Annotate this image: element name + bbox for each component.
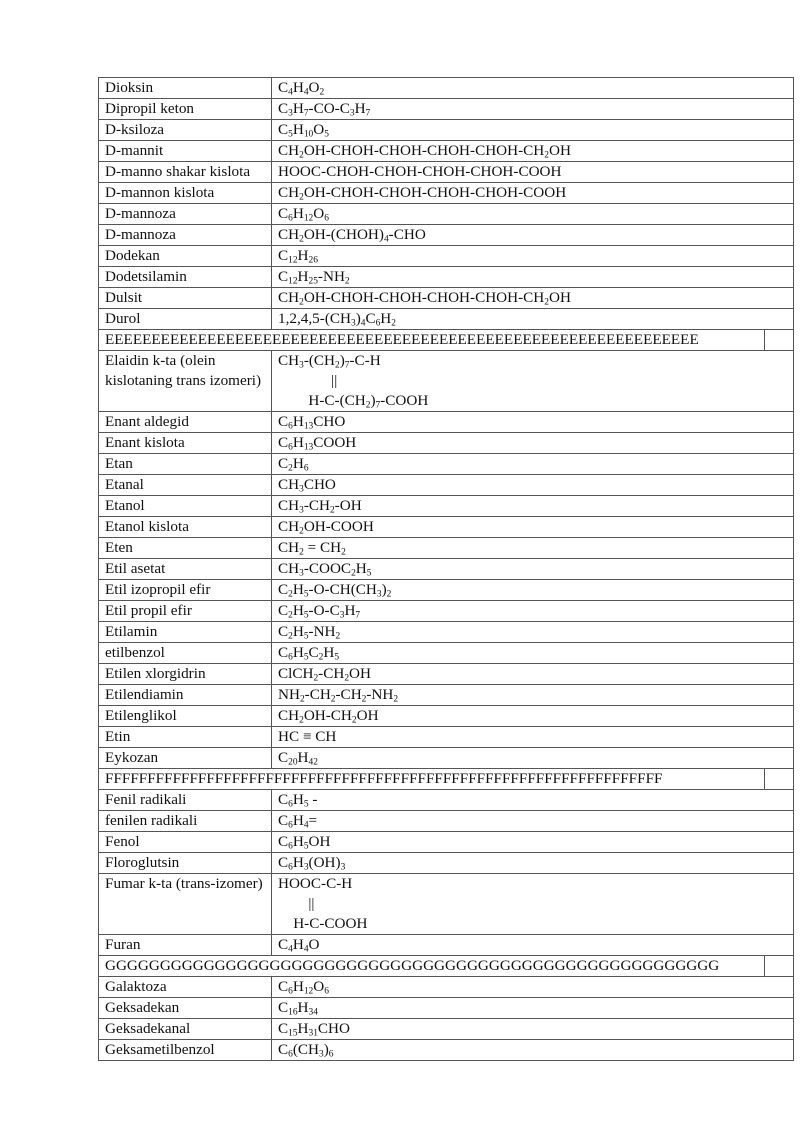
compound-name: Enant aldegid	[99, 412, 272, 432]
table-row	[98, 287, 794, 308]
table-row	[98, 789, 794, 810]
compound-formula: $C_{12}H_{26}$	[278, 247, 318, 266]
table-row	[98, 1018, 794, 1039]
compound-name: D-mannoza	[99, 225, 272, 245]
compound-formula: $C_2H_6$	[278, 455, 309, 474]
compound-formula: $C_6(CH_3)_6$	[278, 1041, 334, 1060]
table-row	[98, 495, 794, 516]
compound-name: Elaidin k-ta (olein kislotaning trans izomeri)	[99, 351, 272, 411]
compound-formula: $CH_3-CH_2-OH$	[278, 497, 362, 516]
compound-name: Dulsit	[99, 288, 272, 308]
table-row	[98, 934, 794, 955]
compound-name: etilbenzol	[99, 643, 272, 663]
compound-name: Etil asetat	[99, 559, 272, 579]
compound-name: Etilenglikol	[99, 706, 272, 726]
compound-name: Enant kislota	[99, 433, 272, 453]
compound-formula: $CH_2OH-CHOH-CHOH-CHOH-CHOH$-COOH	[278, 184, 567, 203]
compound-name: Fenil radikali	[99, 790, 272, 810]
table-row	[98, 621, 794, 642]
compound-formula: $CH_2OH-CHOH-CHOH-CHOH-CHOH-CH_2OH$	[278, 142, 571, 161]
compound-formula: $C_4H_4O$	[278, 936, 320, 955]
table-row	[98, 224, 794, 245]
table-row	[98, 726, 794, 747]
compound-formula: $1,2,4,5-(CH_3)_4C_6H_2$	[278, 310, 396, 329]
compound-formula: $C_{20}H_{42}$	[278, 749, 318, 768]
section-letters: FFFFFFFFFFFFFFFFFFFFFFFFFFFFFFFFFFFFFFFFFFFFFFFFFFFFFFFFFFFFFFFFFF	[105, 770, 663, 787]
table-row	[98, 558, 794, 579]
compound-formula: $C_2H_5-O-CH(CH_3)_2$	[278, 581, 392, 600]
compound-name: Etil izopropil efir	[99, 580, 272, 600]
table-row	[98, 411, 794, 432]
compound-name: D-mannon kislota	[99, 183, 272, 203]
compound-formula: $CH_3-(CH_2)_7-C-H$ || $H-C-(CH_2)_7$-COOH	[278, 352, 429, 411]
compound-name: Geksametilbenzol	[99, 1040, 272, 1060]
table-row	[98, 976, 794, 997]
compound-name: Etin	[99, 727, 272, 747]
compound-formula: $CH_2OH-CH_2OH$	[278, 707, 379, 726]
table-row	[98, 516, 794, 537]
table-row	[98, 245, 794, 266]
section-cell-end	[764, 330, 793, 350]
compound-name: Dodekan	[99, 246, 272, 266]
compound-formula: $C_4H_4O_2$	[278, 79, 325, 98]
compound-formula: $C_{12}H_{25}-NH_2$	[278, 268, 350, 287]
table-row	[98, 1039, 794, 1061]
compound-name: D-ksiloza	[99, 120, 272, 140]
compound-formula: $C_6H_{13}COOH$	[278, 434, 357, 453]
compound-formula: $C_{15}H_{31}CHO$	[278, 1020, 350, 1039]
section-letters: EEEEEEEEEEEEEEEEEEEEEEEEEEEEEEEEEEEEEEEEEEEEEEEEEEEEEEEEEEEEEEEE	[105, 331, 699, 348]
table-row	[98, 684, 794, 705]
compound-name: Etanal	[99, 475, 272, 495]
compound-table	[98, 77, 794, 1061]
compound-name: Etanol kislota	[99, 517, 272, 537]
table-row	[98, 140, 794, 161]
table-row	[98, 98, 794, 119]
table-row	[98, 642, 794, 663]
compound-formula: HOOC-C-H || H-C-COOH	[278, 875, 368, 932]
table-row	[98, 350, 794, 411]
compound-name: Geksadekanal	[99, 1019, 272, 1039]
compound-name: Dipropil keton	[99, 99, 272, 119]
table-row	[98, 119, 794, 140]
compound-name: Floroglutsin	[99, 853, 272, 873]
compound-name: Etanol	[99, 496, 272, 516]
section-header-row	[98, 955, 794, 976]
table-row	[98, 537, 794, 558]
section-header-row	[98, 329, 794, 350]
compound-name: Etan	[99, 454, 272, 474]
table-row	[98, 579, 794, 600]
compound-formula: HC ≡ CH	[278, 728, 337, 745]
table-row	[98, 474, 794, 495]
section-header-row	[98, 768, 794, 789]
table-row	[98, 873, 794, 934]
compound-name: Geksadekan	[99, 998, 272, 1018]
compound-formula: $C_6H_{12}O_6$	[278, 205, 329, 224]
compound-formula: $CH_3-COOC_2H_5$	[278, 560, 372, 579]
table-row	[98, 182, 794, 203]
compound-name: D-manno shakar kislota	[99, 162, 272, 182]
table-row	[98, 77, 794, 98]
compound-formula: $NH_2-CH_2-CH_2-NH_2$	[278, 686, 399, 705]
compound-formula: $C_6H_4=$	[278, 812, 318, 831]
compound-formula: $C_2H_5-O-C_3H_7$	[278, 602, 361, 621]
table-row	[98, 453, 794, 474]
compound-name: Fumar k-ta (trans-izomer)	[99, 874, 272, 934]
compound-name: Fenol	[99, 832, 272, 852]
table-row	[98, 852, 794, 873]
compound-formula: $ClCH_2-CH_2OH$	[278, 665, 371, 684]
table-row	[98, 266, 794, 287]
compound-name: Eten	[99, 538, 272, 558]
compound-name: Galaktoza	[99, 977, 272, 997]
compound-formula: $C_5H_{10}O_5$	[278, 121, 329, 140]
compound-name: Etilendiamin	[99, 685, 272, 705]
compound-formula: $C_3H_7-CO-C_3H_7$	[278, 100, 371, 119]
compound-name: D-mannoza	[99, 204, 272, 224]
table-row	[98, 705, 794, 726]
table-row	[98, 810, 794, 831]
compound-formula: $CH_2 = CH_2$	[278, 539, 346, 558]
table-row	[98, 747, 794, 768]
compound-formula: $CH_2OH-CHOH-CHOH-CHOH-CHOH-CH_2OH$	[278, 289, 571, 308]
section-letters: GGGGGGGGGGGGGGGGGGGGGGGGGGGGGGGGGGGGGGGGGGGGGGGGGGGGGGGG	[105, 957, 720, 974]
compound-name: Dodetsilamin	[99, 267, 272, 287]
compound-formula: $C_6H_3(OH)_3$	[278, 854, 346, 873]
table-row	[98, 161, 794, 182]
compound-name: Etilen xlorgidrin	[99, 664, 272, 684]
compound-formula: HOOC-CHOH-CHOH-CHOH-CHOH-COOH	[278, 163, 562, 180]
compound-formula: $C_6H_5$ -	[278, 791, 318, 810]
table-row	[98, 432, 794, 453]
table-row	[98, 600, 794, 621]
compound-name: Furan	[99, 935, 272, 955]
compound-formula: $CH_3CHO$	[278, 476, 336, 495]
compound-name: Eykozan	[99, 748, 272, 768]
compound-name: Etilamin	[99, 622, 272, 642]
compound-formula: $C_6H_{12}O_6$	[278, 978, 329, 997]
compound-name: fenilen radikali	[99, 811, 272, 831]
compound-formula: $C_6H_{13}CHO$	[278, 413, 346, 432]
compound-formula: $C_6H_5C_2H_5$	[278, 644, 340, 663]
table-row	[98, 203, 794, 224]
table-row	[98, 663, 794, 684]
table-row	[98, 997, 794, 1018]
compound-formula: $CH_2OH-(CHOH)_4$-CHO	[278, 226, 426, 245]
section-cell-end	[764, 769, 793, 789]
compound-name: Dioksin	[99, 78, 272, 98]
section-cell-end	[764, 956, 793, 976]
compound-formula: $CH_2OH$-COOH	[278, 518, 374, 537]
compound-formula: $C_6H_5OH$	[278, 833, 331, 852]
table-row	[98, 831, 794, 852]
compound-formula: $C_{16}H_{34}$	[278, 999, 318, 1018]
compound-name: D-mannit	[99, 141, 272, 161]
table-row	[98, 308, 794, 329]
compound-formula: $C_2H_5-NH_2$	[278, 623, 341, 642]
compound-name: Etil propil efir	[99, 601, 272, 621]
compound-name: Durol	[99, 309, 272, 329]
